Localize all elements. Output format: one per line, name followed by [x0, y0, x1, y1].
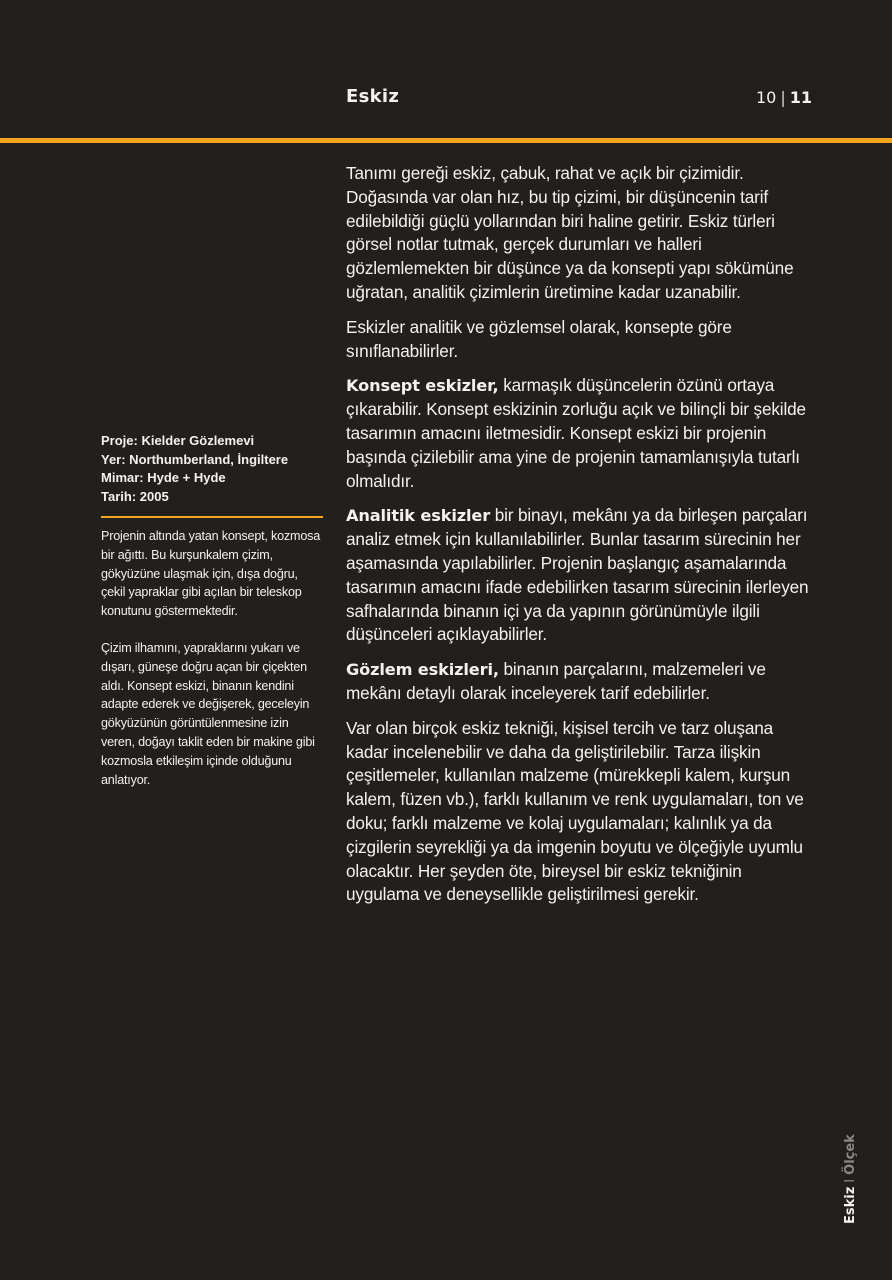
meta-project: Proje: Kielder Gözlemevi — [101, 433, 255, 448]
caption-paragraph: Çizim ilhamını, yapraklarını yukarı ve dışarı, güneşe doğru açan bir çiçekten aldı. Konsept eskizi, binanın kendini adapte ederek ve değişerek, geceleyin gökyüzünün görüntülenmesine izin veren, doğayı taklit eden bir makine gibi kozmosla etkileşim içinde olduğunu anlatıyor. — [101, 640, 315, 787]
body-paragraph — [346, 504, 816, 647]
meta-date: Tarih: 2005 — [101, 488, 169, 504]
page-number-separator: | — [780, 88, 786, 107]
sidebar-divider — [101, 516, 323, 518]
meta-location: Yer: Northumberland, İngiltere — [101, 451, 289, 467]
paragraph-text: binanın parçalarını, malzemeleri ve mekânı detaylı olarak inceleyerek tarif edebilirler. — [346, 659, 766, 703]
page-number-right: 11 — [789, 88, 812, 107]
chapter-title: Eskiz — [346, 86, 400, 107]
paragraph-text: bir binayı, mekânı ya da birleşen parçaları analiz etmek için kullanılabilirler. Bunlar tasarım sürecinin her aşamasında yapılabilirler. Projenin başlangıç aşamalarında tasarımın amacını ifade edebilirken tasarım sürecinin ilerleyen safhalarında binanın içi ya da yapının görünümüyle ilgili düşünceleri açıklayabilirler. — [346, 505, 809, 645]
project-meta — [101, 432, 323, 506]
section-spine-label — [843, 1134, 858, 1224]
page-number-left: 10 — [755, 88, 777, 107]
paragraph-text: karmaşık düşüncelerin özünü ortaya çıkarabilir. Konsept eskizinin zorluğu açık ve bilinçli bir şekilde tasarımın amacını iletmesidir. Konsept eskizi bir projenin başında çizilebilir ama yine de projenin tamamlanışıyla tutarlı olmalıdır. — [346, 375, 806, 491]
body-paragraph: Var olan birçok eskiz tekniği, kişisel tercih ve tarz oluşana kadar incelenebilir ve daha da geliştirilebilir. Tarza ilişkin çeşitlemeler, kullanılan malzeme (mürekkepli kalem, kurşun kalem, füzen vb.), farklı kullanım ve renk uygulamaları, ton ve doku; farklı malzeme ve kolaj uygulamaları; kalınlık ya da çizgilerin seyrekliği ya da imgenin boyutu ve ölçeğiyle uyumlu olacaktır. Her şeyden öte, bireysel bir eskiz tekniğinin uygulama ve deneysellikle geliştirilmesi gerekir. — [346, 717, 804, 905]
meta-architect: Mimar: Hyde + Hyde — [101, 470, 226, 485]
term-observation-sketches: Gözlem eskizleri, — [346, 660, 499, 680]
spine-current-section: Eskiz — [843, 1186, 858, 1224]
body-paragraph — [346, 658, 816, 706]
body-paragraph: Eskizler analitik ve gözlemsel olarak, konsepte göre sınıflanabilirler. — [346, 316, 732, 361]
header-accent-rule — [0, 138, 892, 143]
term-analytic-sketches: Analitik eskizler — [346, 506, 491, 526]
body-paragraph: Tanımı gereği eskiz, çabuk, rahat ve açık bir çizimidir. Doğasında var olan hız, bu tip çizimi, bir düşüncenin tarif edilebildiği güçlü yollarından biri haline getirir. Eskiz türleri görsel notlar tutmak, gerçek durumları ve halleri gözlemlemekten bir düşünce ya da konsepti yapı sökümüne uğratan, analitik çizimlerin üretimine kadar uzanabilir. — [346, 163, 794, 302]
term-concept-sketches: Konsept eskizler, — [346, 376, 499, 396]
page-numbers — [756, 88, 812, 107]
body-paragraph — [346, 374, 816, 493]
spine-next-section: Ölçek — [843, 1134, 858, 1175]
main-body-text — [346, 162, 816, 918]
spine-separator: I — [843, 1178, 858, 1183]
caption-paragraph: Projenin altında yatan konsept, kozmosa bir ağıttı. Bu kurşunkalem çizim, gökyüzüne ulaşmak için, dışa doğru, çekil yapraklar gibi açılan bir teleskop konutunu göstermektedir. — [101, 529, 321, 619]
project-caption-sidebar — [101, 432, 323, 807]
